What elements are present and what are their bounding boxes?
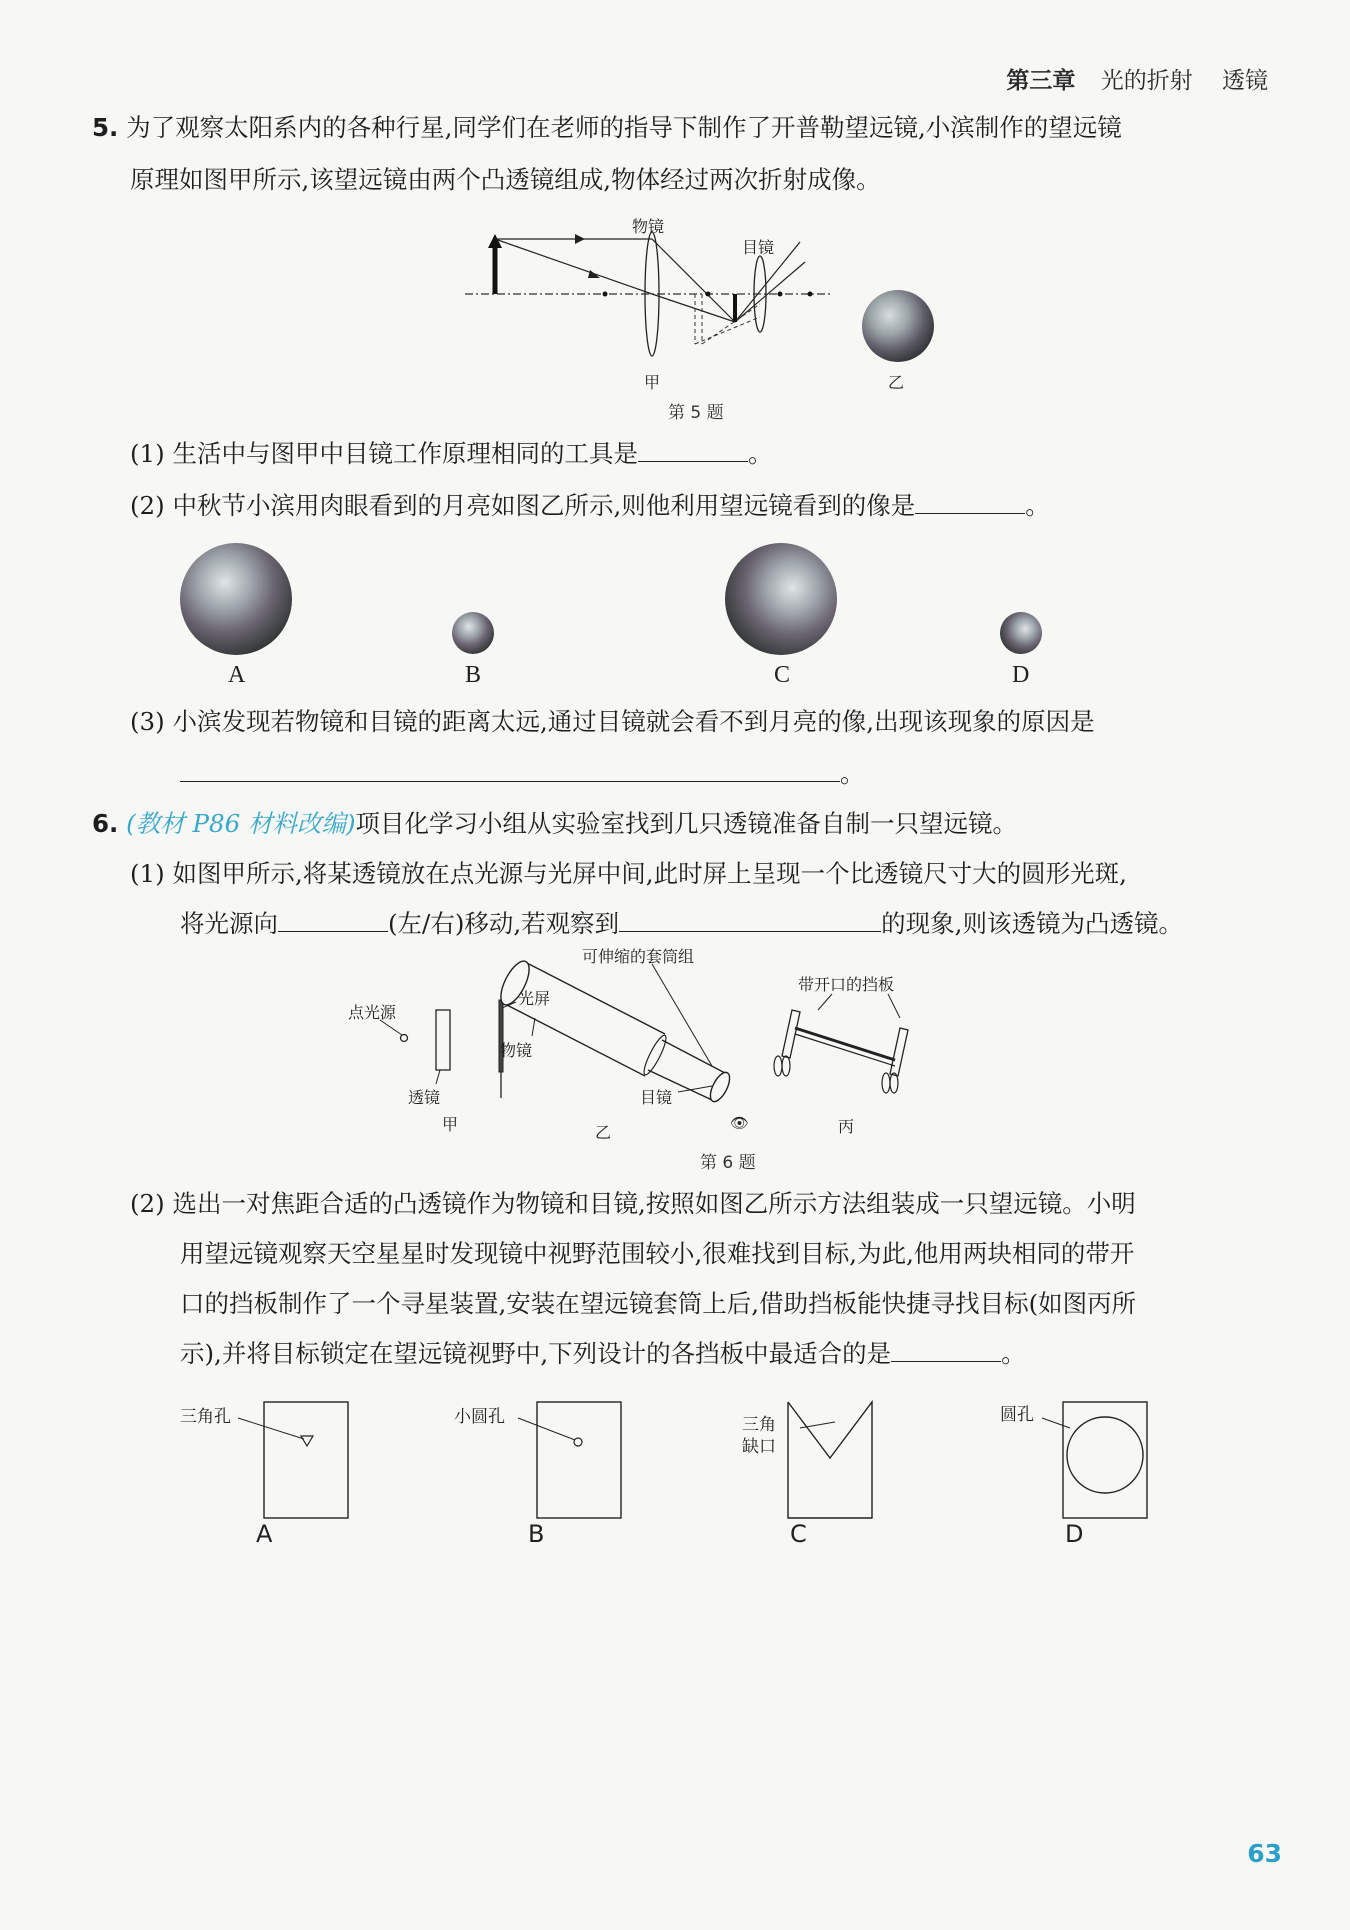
q6-sub1-blank2[interactable] [619,930,881,932]
q6-sub1-line1: (1) 如图甲所示,将某透镜放在点光源与光屏中间,此时屏上呈现一个比透镜尺寸大的圆形光斑, [130,859,1127,888]
chapter-title: 第三章 [1006,68,1076,94]
q5-line1: 5. 为了观察太阳系内的各种行星,同学们在老师的指导下制作了开普勒望远镜,小滨制作的望远镜 [92,113,1122,142]
moon-label-b: B [465,662,482,688]
moon-option-d [1000,612,1042,654]
label-jia: 甲 [644,373,661,392]
q6-number: 6. [92,809,119,838]
page-header [1006,62,1268,95]
figure6-caption: 第 6 题 [700,1153,756,1173]
svg-text:可伸缩的套筒组: 可伸缩的套筒组 [582,948,695,966]
svg-text:点光源: 点光源 [348,1003,397,1022]
q5-sub3: (3) 小滨发现若物镜和目镜的距离太远,通过目镜就会看不到月亮的像,出现该现象的原因是 [130,707,1095,736]
q6-line1: 6. (教材 P86 材料改编)项目化学习小组从实验室找到几只透镜准备自制一只望远镜。 [92,809,1018,838]
q5-sub3-blank[interactable] [180,780,840,782]
label-objective: 物镜 [632,217,665,236]
q5-sub1-blank[interactable] [638,460,748,462]
svg-text:缺口: 缺口 [742,1437,776,1457]
moon-option-a [180,543,292,655]
svg-text:目镜: 目镜 [640,1088,673,1107]
finder-baffles [774,1010,908,1093]
svg-text:三角孔: 三角孔 [180,1407,231,1427]
board-a [264,1402,348,1518]
moon-label-a: A [228,662,246,688]
triangle-hole [301,1436,313,1446]
lens-jia [436,1010,450,1070]
svg-text:丙: 丙 [838,1117,855,1136]
board-options-figure [170,1380,1180,1555]
svg-text:A: A [256,1520,273,1548]
section-title: 光的折射 [1100,68,1193,94]
small-round-hole [574,1438,582,1446]
topic-title: 透镜 [1222,68,1268,94]
telescope-tubes [495,957,733,1104]
svg-text:乙: 乙 [595,1123,612,1142]
moon-label-c: C [774,662,791,688]
svg-text:圆孔: 圆孔 [1000,1405,1034,1425]
moon-option-c [725,543,837,655]
svg-text:三角: 三角 [742,1415,776,1435]
svg-text:D: D [1065,1520,1084,1548]
q6-sub2-line3: 口的挡板制作了一个寻星装置,安装在望远镜套筒上后,借助挡板能快捷寻找目标(如图丙所 [180,1289,1137,1318]
q6-sub1-line2: 将光源向 (左/右)移动,若观察到 的现象,则该透镜为凸透镜。 [180,909,1183,938]
q6-source: (教材 P86 材料改编) [126,809,356,838]
q5-number: 5. [92,113,119,142]
board-b [537,1402,621,1518]
svg-text:物镜: 物镜 [500,1041,533,1060]
svg-text:带开口的挡板: 带开口的挡板 [798,975,895,994]
large-round-hole [1067,1417,1143,1493]
svg-text:透镜: 透镜 [408,1088,441,1107]
figure5-caption: 第 5 题 [668,403,724,423]
q5-sub3-answer: 。 [180,762,865,787]
q6-figure [340,948,1120,1166]
q6-sub1-blank1[interactable] [278,930,388,932]
q5-sub2-blank[interactable] [915,512,1025,514]
q5-sub1: (1) 生活中与图甲中目镜工作原理相同的工具是 。 [130,439,773,468]
q6-sub2-line2: 用望远镜观察天空星星时发现镜中视野范围较小,很难找到目标,为此,他用两块相同的带开 [180,1239,1135,1268]
page-number: 63 [1247,1839,1282,1868]
svg-text:甲: 甲 [442,1115,459,1134]
label-eyepiece: 目镜 [742,238,775,257]
label-yi: 乙 [888,373,905,392]
q6-sub2-line4: 示),并将目标锁定在望远镜视野中,下列设计的各挡板中最适合的是 。 [180,1339,1026,1368]
svg-text:B: B [528,1520,545,1548]
svg-text:小圆孔: 小圆孔 [454,1407,505,1427]
board-d [1063,1402,1147,1518]
moon-option-b [452,612,494,654]
q5-sub2: (2) 中秋节小滨用肉眼看到的月亮如图乙所示,则他利用望远镜看到的像是 。 [130,491,1050,520]
moon-label-d: D [1012,662,1030,688]
svg-text:C: C [790,1520,807,1548]
eye-icon: 👁 [730,1114,750,1132]
q6-sub2-blank[interactable] [891,1360,1001,1362]
light-screen [499,1000,503,1072]
q6-sub2-line1: (2) 选出一对焦距合适的凸透镜作为物镜和目镜,按照如图乙所示方法组装成一只望远镜。小明 [130,1189,1136,1218]
q5-line2: 原理如图甲所示,该望远镜由两个凸透镜组成,物体经过两次折射成像。 [130,165,881,194]
svg-text:光屏: 光屏 [518,989,551,1008]
board-c [788,1402,872,1518]
point-source [401,1035,408,1042]
moon-yi [862,290,934,362]
